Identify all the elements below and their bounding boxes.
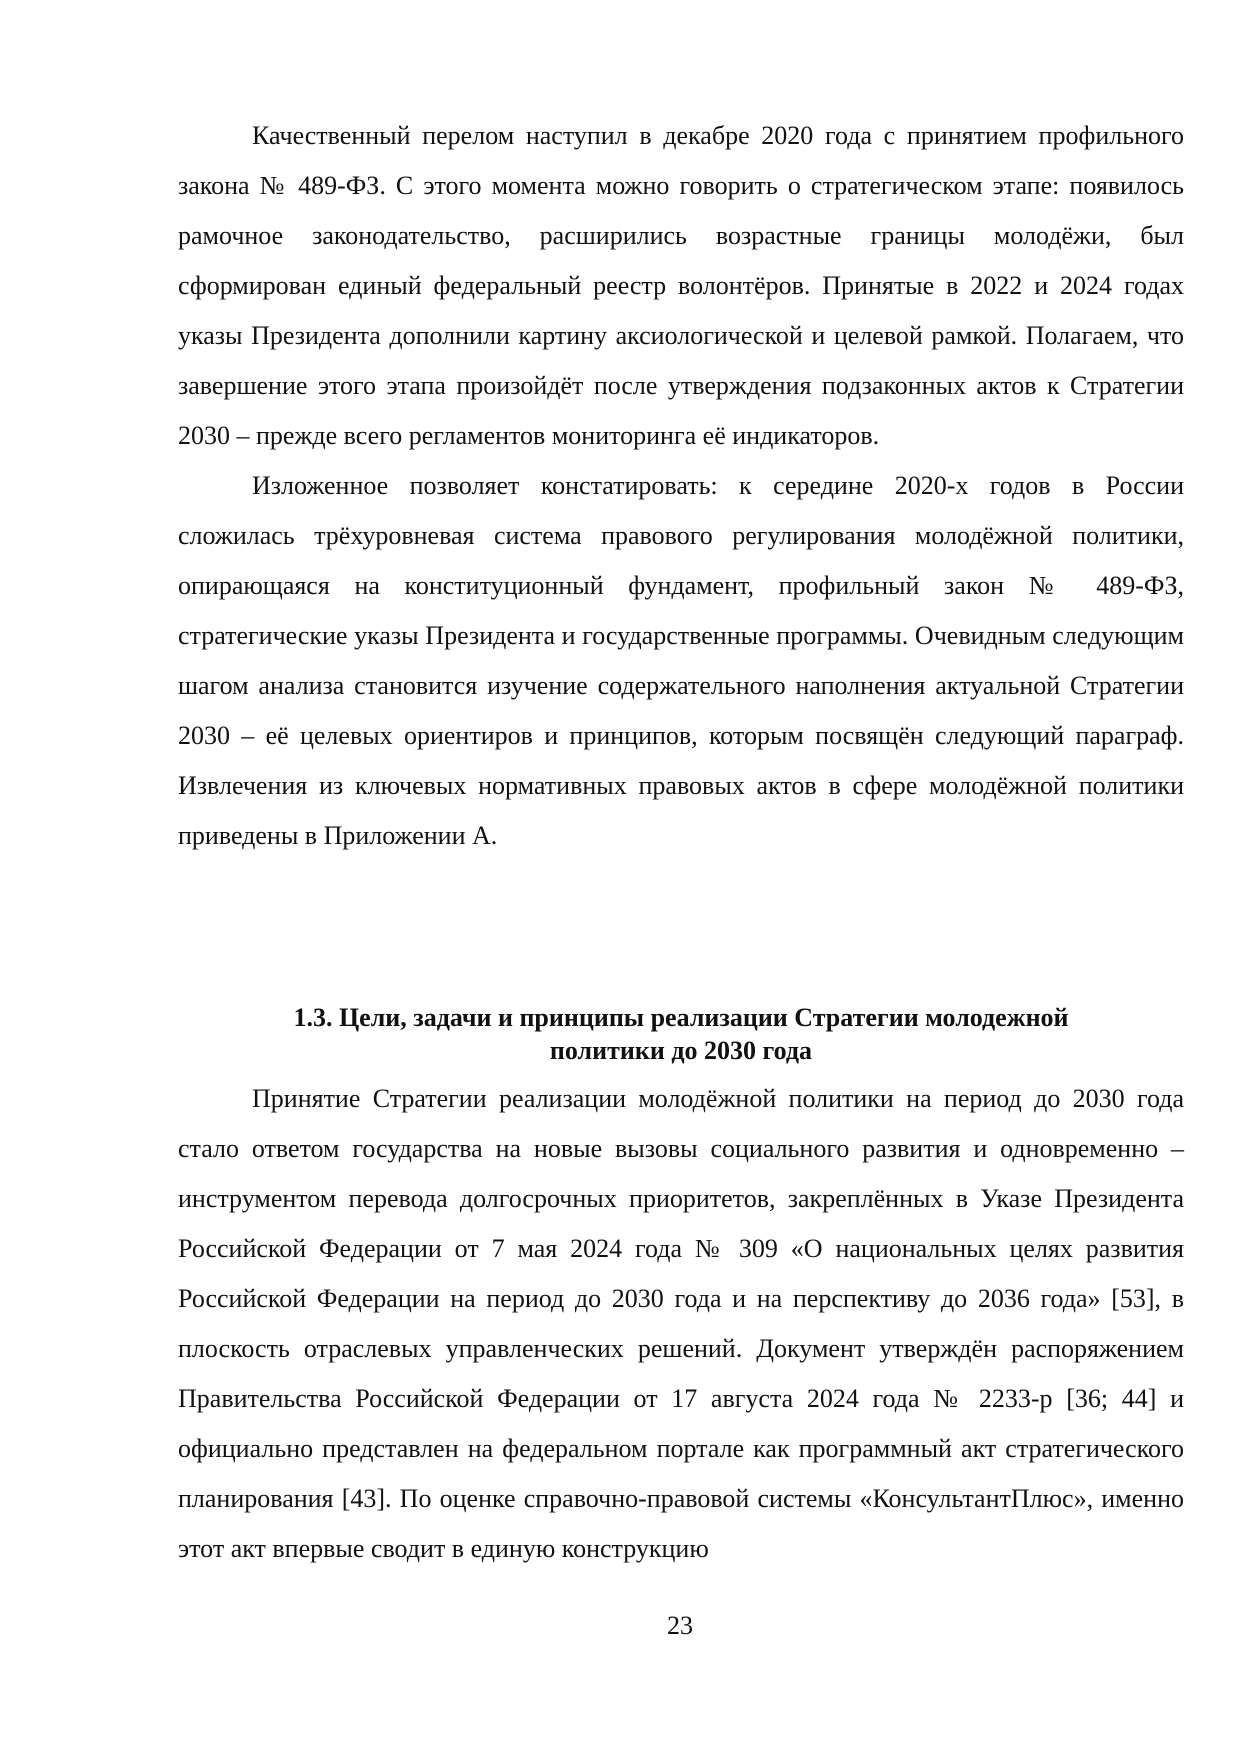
paragraph: Изложенное позволяет констатировать: к середине 2020-х годов в России сложилась трёхуровневая система правового регулирования молодёжной политики, опирающаяся на конституционный фундамент, профильный закон № 489-ФЗ, стратегические указы Президента и государственные программы. Очевидным следующим шагом анализа становится изучение содержательного наполнения актуальной Стратегии 2030 – её целевых ориентиров и принципов, которым посвящён следующий параграф. Извлечения из ключевых нормативных правовых актов в сфере молодёжной политики приведены в Приложении А. bbox=[178, 471, 1184, 850]
paragraph: Принятие Стратегии реализации молодёжной политики на период до 2030 года стало ответом государства на новые вызовы социального развития и одновременно – инструментом перевода долгосрочных приоритетов, закреплённых в Указе Президента Российской Федерации от 7 мая 2024 года № 309 «О национальных целях развития Российской Федерации на период до 2030 года и на перспективу до 2036 года» [53], в плоскость отраслевых управленческих решений. Документ утверждён распоряжением Правительства Российской Федерации от 17 августа 2024 года № 2233-р [36; 44] и официально представлен на федеральном портале как программный акт стратегического планирования [43]. По оценке справочно-правовой системы «КонсультантПлюс», именно этот акт впервые сводит в единую конструкцию bbox=[178, 1084, 1184, 1563]
section-heading-line: политики до 2030 года bbox=[549, 1036, 813, 1065]
section-heading bbox=[178, 1001, 1184, 1067]
section-heading-line: 1.3. Цели, задачи и принципы реализации Стратегии молодежной bbox=[293, 1003, 1069, 1032]
paragraph: Качественный перелом наступил в декабре 2020 года с принятием профильного закона № 489-ФЗ. С этого момента можно говорить о стратегическом этапе: появилось рамочное законодательство, расширились возрастные границы молодёжи, был сформирован единый федеральный реестр волонтёров. Принятые в 2022 и 2024 годах указы Президента дополнили картину аксиологической и целевой рамкой. Полагаем, что завершение этого этапа произойдёт после утверждения подзаконных актов к Стратегии 2030 – прежде всего регламентов мониторинга её индикаторов. bbox=[178, 121, 1184, 450]
body-text-before-heading bbox=[178, 111, 1184, 861]
page-number: 23 bbox=[667, 1611, 693, 1640]
body-text-after-heading bbox=[178, 1074, 1184, 1574]
